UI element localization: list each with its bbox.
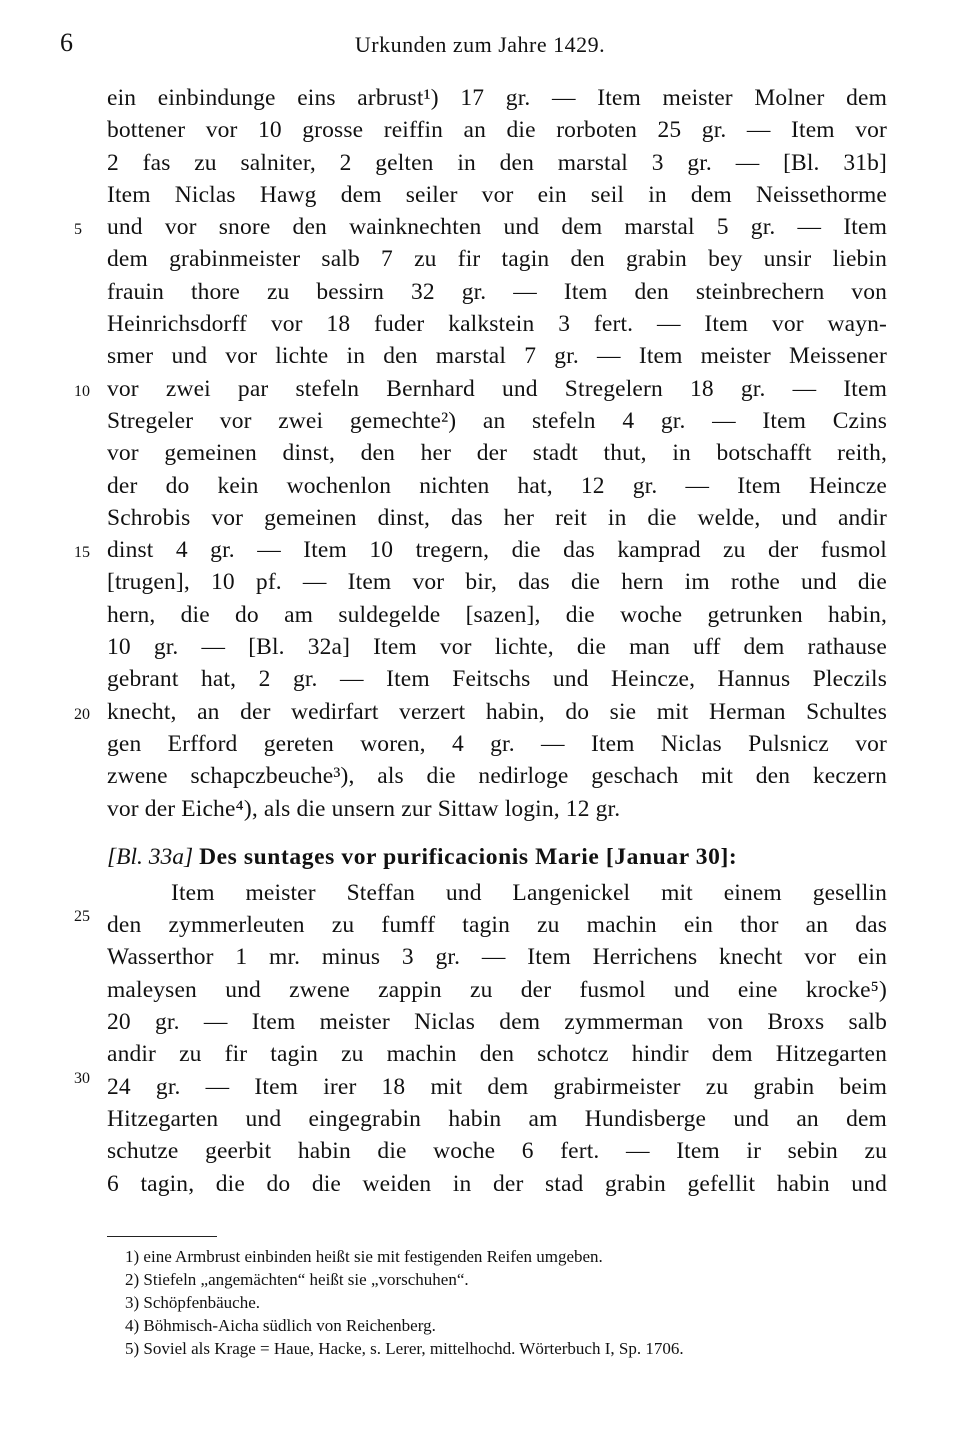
line-number: 10 [74,383,90,400]
text-line: und vor snore den wainknechten und dem marstal 5 gr. — Item [107,214,887,241]
text-line: andir zu fir tagin zu machin den schotcz hindir dem Hitzegarten [107,1041,887,1068]
footnote [125,1245,885,1268]
text-line: 20 gr. — Item meister Niclas dem zymmerman von Broxs salb [107,1009,887,1036]
line-number: 30 [74,1070,90,1087]
section-heading [107,837,887,877]
line-number: 25 [74,908,90,925]
page-number: 6 [60,28,73,57]
text-line: der do kein wochenlon nichten hat, 12 gr. — Item Heincze [107,472,887,499]
text-line: Heinrichsdorff vor 18 fuder kalkstein 3 fert. — Item vor wayn- [107,311,887,338]
line-number: 5 [74,221,82,238]
text-line: Item meister Steffan und Langenickel mit einem gesellin [171,879,887,906]
text-line: vor der Eiche⁴), als die unsern zur Sittaw login, 12 gr. [107,795,621,822]
section-title: Des suntages vor purificacionis Marie [Januar 30]: [199,843,738,870]
text-line: dinst 4 gr. — Item 10 tregern, die das kamprad zu der fusmol [107,537,887,564]
text-line: smer und vor lichte in den marstal 7 gr. — Item meister Meissener [107,343,887,370]
footnote-mark: 4) [125,1316,140,1335]
footnote-mark: 5) [125,1339,140,1358]
text-line: gen Erfford gereten woren, 4 gr. — Item Niclas Pulsnicz vor [107,730,887,757]
text-line: 10 gr. — [Bl. 32a] Item vor lichte, die man uff dem rathause [107,634,887,661]
text-line: dem grabinmeister salb 7 zu fir tagin den grabin bey unsir liebin [107,246,887,273]
footnote [125,1314,885,1337]
folio-reference: [Bl. 33a] [107,843,194,870]
text-line: [trugen], 10 pf. — Item vor bir, das die hern im rothe und die [107,569,887,596]
footnote [125,1337,885,1360]
text-line: hern, die do am suldegelde [sazen], die woche getrunken habin, [107,601,887,628]
text-line: zwene schapczbeuche³), als die nedirloge geschach mit den keczern [107,763,887,790]
footnote-text: Soviel als Krage = Haue, Hacke, s. Lerer, mittelhochd. Wörterbuch I, Sp. 1706. [143,1339,684,1358]
footnote-mark: 1) [125,1247,140,1266]
text-line: Schrobis vor gemeinen dinst, das her reit in die welde, und andir [107,504,887,531]
text-line: ein einbindunge eins arbrust¹) 17 gr. — Item meister Molner dem [107,85,887,111]
text-line: Stregeler vor zwei gemechte²) an stefeln 4 gr. — Item Czins [107,407,887,434]
text-line: frauin thore zu bessirn 32 gr. — Item den steinbrechern von [107,278,887,305]
running-title: Urkunden zum Jahre 1429. [354,32,606,57]
text-line: Hitzegarten und eingegrabin habin am Hundisberge und an dem [107,1105,887,1132]
footnote-text: eine Armbrust einbinden heißt sie mit festigenden Reifen umgeben. [143,1247,603,1266]
page-header [60,28,900,68]
text-line: 24 gr. — Item irer 18 mit dem grabirmeister zu grabin beim [107,1073,887,1100]
footnotes [125,1245,885,1360]
text-line: Item Niclas Hawg dem seiler vor ein seil in dem Neissethorme [107,181,887,208]
text-line: vor zwei par stefeln Bernhard und Stregelern 18 gr. — Item [107,375,887,402]
document-body [107,82,887,1200]
text-line: vor gemeinen dinst, den her der stadt thut, in botschafft reith, [107,440,887,467]
text-line: 6 tagin, die do die weiden in der stad grabin gefellit habin und [107,1170,887,1197]
text-line: gebrant hat, 2 gr. — Item Feitschs und Heincze, Hannus Pleczils [107,666,887,693]
line-number: 15 [74,544,90,561]
text-line: Wasserthor 1 mr. minus 3 gr. — Item Herrichens knecht vor ein [107,944,887,971]
footnote-mark: 2) [125,1270,140,1289]
footnote-mark: 3) [125,1293,140,1312]
text-line: den zymmerleuten zu fumff tagin zu machin ein thor an das [107,912,887,939]
text-line: knecht, an der wedirfart verzert habin, do sie mit Herman Schultes [107,698,887,725]
text-line: 2 fas zu salniter, 2 gelten in den marstal 3 gr. — [Bl. 31b] [107,149,887,176]
footnote-text: Böhmisch-Aicha südlich von Reichenberg. [143,1316,436,1335]
footnote-text: Stiefeln „angemächten“ heißt sie „vorschuhen“. [143,1270,469,1289]
footnote-text: Schöpfenbäuche. [143,1293,261,1312]
text-line: bottener vor 10 grosse reiffin an die rorboten 25 gr. — Item vor [107,117,887,144]
text-line: maleysen und zwene zappin zu der fusmol und eine krocke⁵) [107,976,887,1003]
footnote-separator [107,1236,217,1237]
footnote [125,1268,885,1291]
line-number: 20 [74,706,90,723]
text-line: schutze geerbit habin die woche 6 fert. — Item ir sebin zu [107,1138,887,1165]
footnote [125,1291,885,1314]
